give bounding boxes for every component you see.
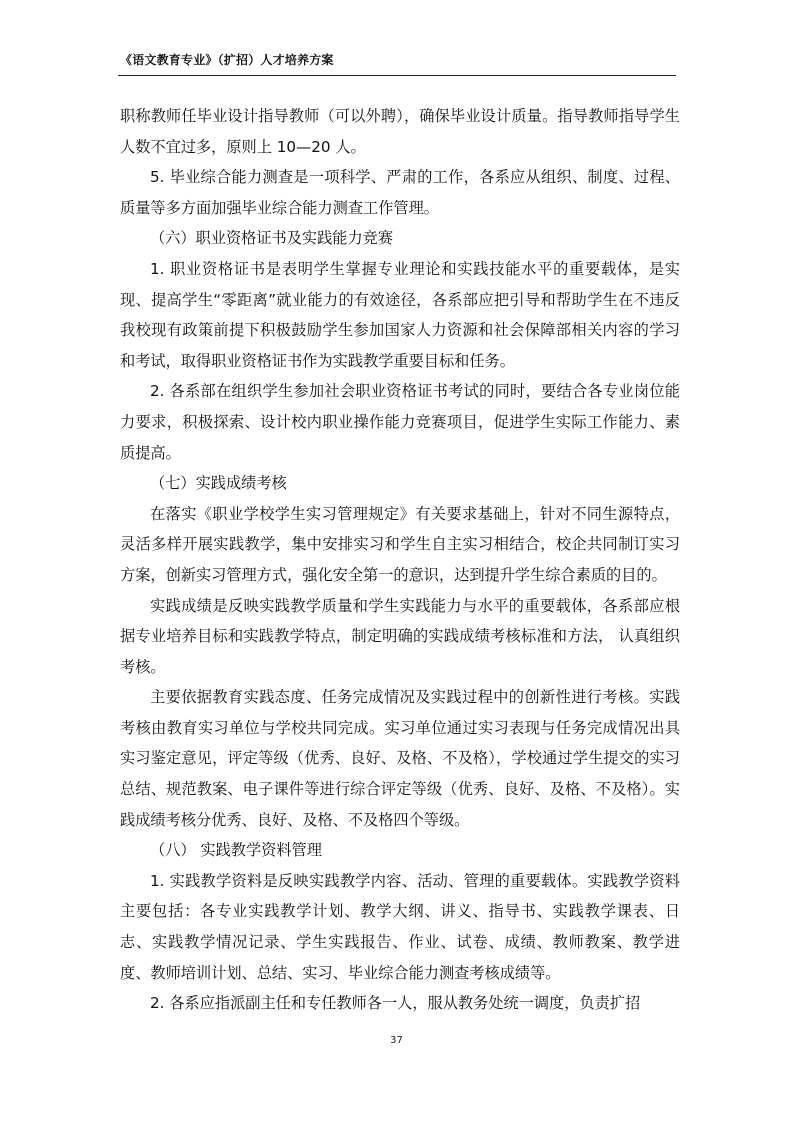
- page-number: 37: [390, 1035, 403, 1046]
- page-header-title: 《语文教育专业》（扩招）人才培养方案: [120, 53, 334, 67]
- paragraph-item-1: 1. 职业资格证书是表明学生掌握专业理论和实践技能水平的重要载体，是实现、提高学生“零距离”就业能力的有效途径，各系部应把引导和帮助学生在不违反我校现有政策前提下积极鼓励学生参加国家人力资源和社会保障部相关内容的学习和考试，取得职业资格证书作为实践教学重要目标和任务。: [120, 259, 680, 370]
- section-heading-8: （八） 实践教学资料管理: [150, 841, 322, 860]
- paragraph: 在落实《职业学校学生实习管理规定》有关要求基础上，针对不同生源特点，灵活多样开展实践教学，集中安排实习和学生自主实习相结合，校企共同制订实习方案，创新实习管理方式，强化安全第一的意识，达到提升学生综合素质的目的。: [120, 504, 680, 584]
- paragraph: 主要依据教育实践态度、任务完成情况及实践过程中的创新性进行考核。实践考核由教育实习单位与学校共同完成。实习单位通过实习表现与任务完成情况出具实习鉴定意见，评定等级（优秀、良好、及格、不及格），学校通过学生提交的实习总结、规范教案、电子课件等进行综合评定等级（优秀、良好、及格、不及格）。实践成绩考核分优秀、良好、及格、不及格四个等级。: [120, 688, 680, 829]
- document-body: [120, 101, 680, 1019]
- section-heading-6: （六）职业资格证书及实践能力竞赛: [150, 229, 393, 248]
- paragraph-continuation: 职称教师任毕业设计指导教师（可以外聘），确保毕业设计质量。指导教师指导学生人数不宜过多，原则上 10—20 人。: [120, 107, 680, 156]
- paragraph-item-2: 2. 各系应指派副主任和专任教师各一人，服从教务处统一调度，负责扩招: [150, 994, 641, 1013]
- paragraph: 实践成绩是反映实践教学质量和学生实践能力与水平的重要载体，各系部应根据专业培养目标和实践教学特点，制定明确的实践成绩考核标准和方法， 认真组织考核。: [120, 596, 680, 676]
- paragraph-item-1: 1. 实践教学资料是反映实践教学内容、活动、管理的重要载体。实践教学资料主要包括：各专业实践教学计划、教学大纲、讲义、指导书、实践教学课表、日志、实践教学情况记录、学生实践报告、作业、试卷、成绩、教师教案、教学进度、教师培训计划、总结、实习、毕业综合能力测查考核成绩等。: [120, 871, 680, 982]
- section-heading-7: （七）实践成绩考核: [150, 474, 287, 493]
- paragraph-item-2: 2. 各系部在组织学生参加社会职业资格证书考试的同时，要结合各专业岗位能力要求，积极探索、设计校内职业操作能力竞赛项目，促进学生实际工作能力、素质提高。: [120, 382, 680, 462]
- header-divider: [118, 75, 676, 76]
- paragraph-item-5: 5. 毕业综合能力测查是一项科学、严肃的工作，各系应从组织、制度、过程、质量等多方面加强毕业综合能力测查工作管理。: [120, 168, 680, 217]
